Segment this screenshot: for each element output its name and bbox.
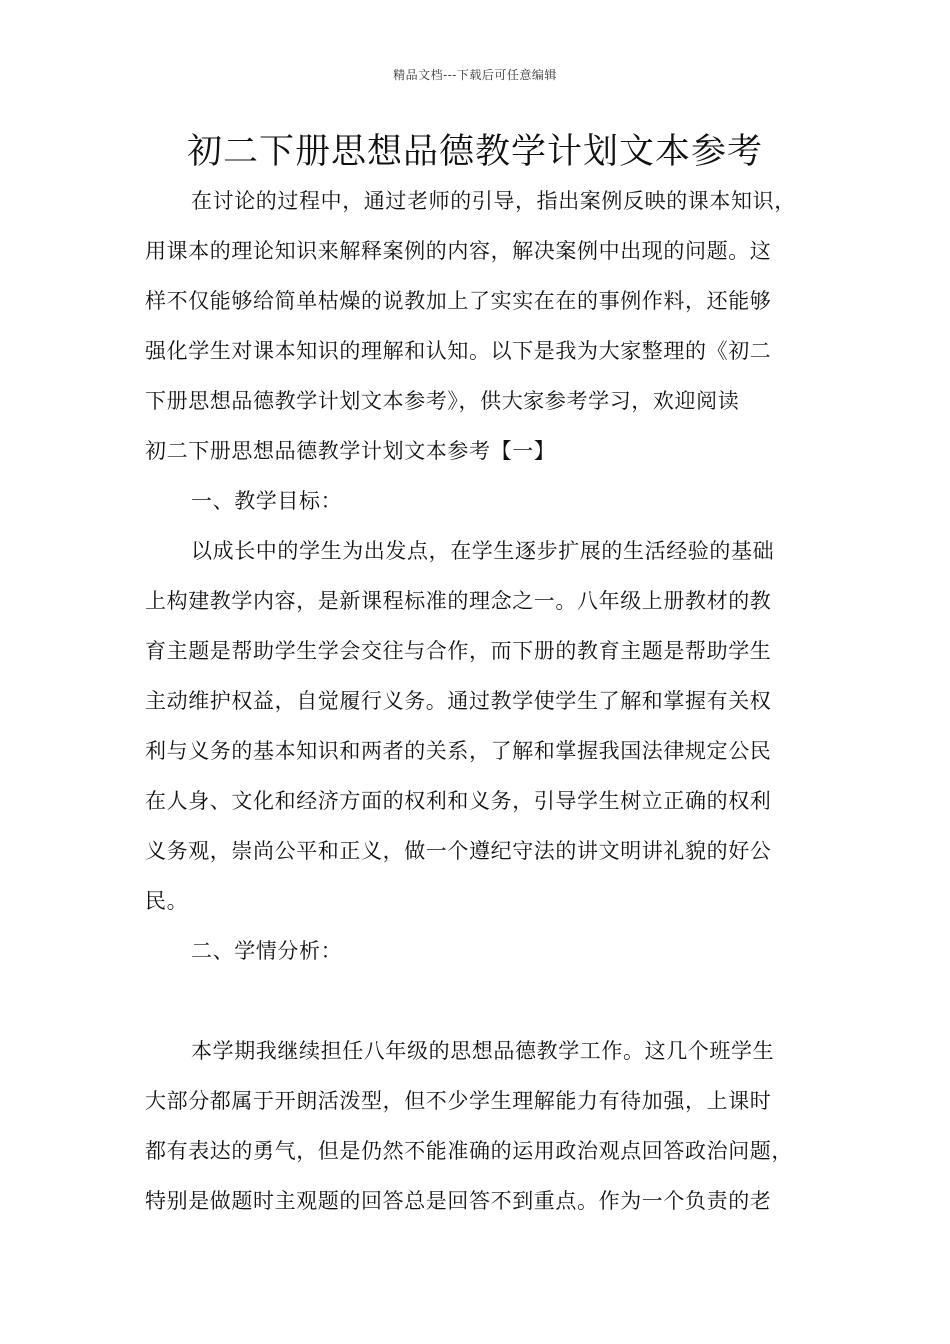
paragraph-line: 强化学生对课本知识的理解和认知。以下是我为大家整理的《初二	[145, 339, 772, 363]
paragraph-line: 大部分都属于开朗活泼型，但不少学生理解能力有待加强，上课时	[145, 1089, 772, 1113]
paragraph-line: 民。	[145, 889, 189, 913]
paragraph-line: 用课本的理论知识来解释案例的内容，解决案例中出现的问题。这	[145, 239, 772, 263]
paragraph-line: 样不仅能够给简单枯燥的说教加上了实实在在的事例作料，还能够	[145, 289, 772, 313]
paragraph-line: 都有表达的勇气，但是仍然不能准确的运用政治观点回答政治问题，	[145, 1139, 793, 1163]
subsection-heading: 二、学情分析：	[191, 939, 343, 963]
document-body	[145, 176, 833, 1226]
subsection-heading: 一、教学目标：	[191, 489, 343, 513]
paragraph-line: 特别是做题时主观题的回答总是回答不到重点。作为一个负责的老	[145, 1189, 772, 1213]
paragraph-line: 主动维护权益，自觉履行义务。通过教学使学生了解和掌握有关权	[145, 689, 772, 713]
paragraph-line: 育主题是帮助学生学会交往与合作，而下册的教育主题是帮助学生	[145, 639, 772, 663]
paragraph-line: 义务观，崇尚公平和正义，做一个遵纪守法的讲文明讲礼貌的好公	[145, 839, 772, 863]
paragraph-line: 利与义务的基本知识和两者的关系，了解和掌握我国法律规定公民	[145, 739, 772, 763]
paragraph-line: 本学期我继续担任八年级的思想品德教学工作。这几个班学生	[191, 1039, 775, 1063]
paragraph-line: 在人身、文化和经济方面的权利和义务，引导学生树立正确的权利	[145, 789, 772, 813]
blank-line	[145, 976, 833, 1026]
paragraph-line: 以成长中的学生为出发点，在学生逐步扩展的生活经验的基础	[191, 539, 775, 563]
paragraph-line: 上构建教学内容，是新课程标准的理念之一。八年级上册教材的教	[145, 589, 772, 613]
section-heading: 初二下册思想品德教学计划文本参考【一】	[145, 439, 556, 463]
paragraph-line: 下册思想品德教学计划文本参考》，供大家参考学习，欢迎阅读	[145, 389, 740, 413]
paragraph-line: 在讨论的过程中，通过老师的引导，指出案例反映的课本知识，	[191, 189, 796, 213]
header-note: 精品文档---下载后可任意编辑	[393, 68, 557, 82]
document-title: 初二下册思想品德教学计划文本参考	[186, 132, 763, 172]
